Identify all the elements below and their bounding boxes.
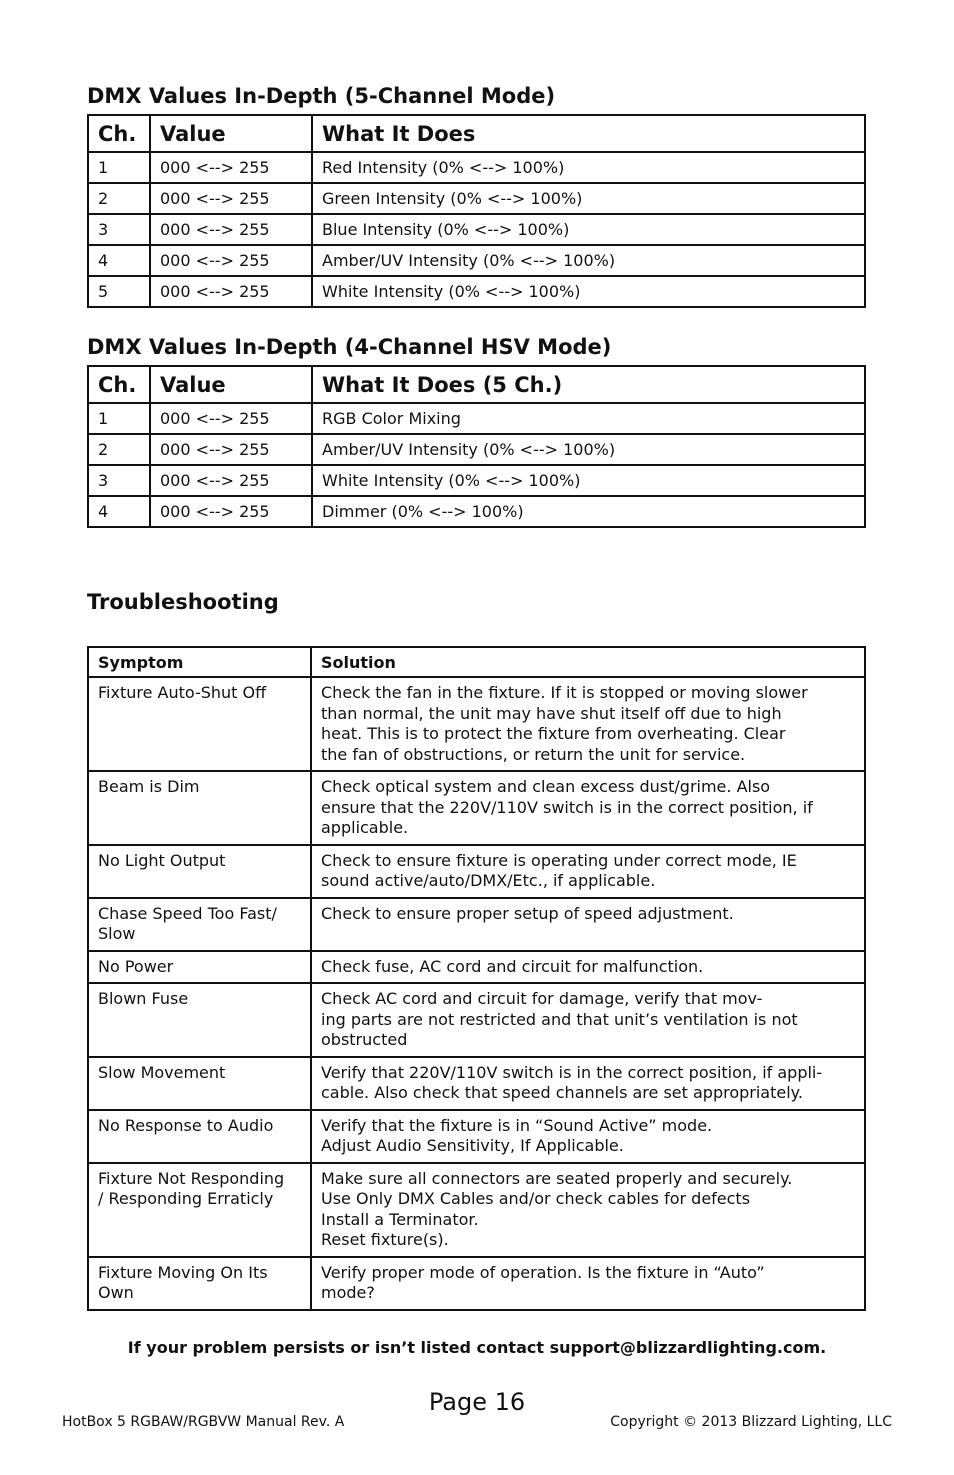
symptom-line: No Light Output bbox=[98, 850, 226, 870]
function-cell: Amber/UV Intensity (0% <--> 100%) bbox=[312, 434, 865, 465]
solution-line: cable. Also check that speed channels are set appropriately. bbox=[321, 1083, 803, 1102]
function-cell: Amber/UV Intensity (0% <--> 100%) bbox=[312, 245, 865, 276]
table-row bbox=[88, 771, 865, 845]
table-row bbox=[88, 845, 865, 898]
symptom-line: / Responding Erraticly bbox=[98, 1189, 274, 1208]
solution-line: heat. This is to protect the fixture from overheating. Clear bbox=[321, 724, 786, 743]
solution-line: Make sure all connectors are seated properly and securely. bbox=[321, 1168, 793, 1188]
table-row bbox=[88, 276, 865, 307]
symptom-line: No Power bbox=[98, 956, 174, 976]
symptom-line: Blown Fuse bbox=[98, 989, 189, 1008]
table-row bbox=[88, 1163, 865, 1257]
function-cell: Dimmer (0% <--> 100%) bbox=[312, 496, 865, 527]
value-cell: 000 <--> 255 bbox=[150, 152, 312, 183]
table-row bbox=[88, 496, 865, 527]
table-row bbox=[88, 677, 865, 771]
solution-line: Install a Terminator. bbox=[321, 1209, 479, 1229]
value-cell: 000 <--> 255 bbox=[150, 434, 312, 465]
table-row bbox=[88, 1057, 865, 1110]
column-header: Symptom bbox=[88, 647, 311, 677]
symptom-cell bbox=[88, 951, 311, 984]
support-contact-note: If your problem persists or isn’t listed contact support@blizzardlighting.com. bbox=[127, 1338, 827, 1357]
channel-cell: 4 bbox=[88, 245, 150, 276]
function-cell: RGB Color Mixing bbox=[312, 403, 865, 434]
column-header: Solution bbox=[311, 647, 865, 677]
symptom-line: Fixture Auto-Shut Off bbox=[98, 683, 267, 702]
column-header: Value bbox=[150, 366, 312, 403]
solution-line: than normal, the unit may have shut itself off due to high bbox=[321, 703, 782, 723]
solution-cell bbox=[311, 771, 865, 845]
solution-cell bbox=[311, 898, 865, 951]
table-header-row bbox=[88, 647, 865, 677]
solution-line: mode? bbox=[321, 1283, 375, 1302]
value-cell: 000 <--> 255 bbox=[150, 465, 312, 496]
solution-cell bbox=[311, 845, 865, 898]
function-cell: Red Intensity (0% <--> 100%) bbox=[312, 152, 865, 183]
table-row bbox=[88, 465, 865, 496]
value-cell: 000 <--> 255 bbox=[150, 214, 312, 245]
table-header-row bbox=[88, 366, 865, 403]
solution-line: the fan of obstructions, or return the unit for service. bbox=[321, 744, 746, 764]
solution-cell bbox=[311, 1257, 865, 1310]
table-row bbox=[88, 898, 865, 951]
table-row bbox=[88, 951, 865, 984]
function-cell: White Intensity (0% <--> 100%) bbox=[312, 465, 865, 496]
symptom-line: Beam is Dim bbox=[98, 777, 200, 796]
solution-line: obstructed bbox=[321, 1030, 408, 1049]
dmx-5ch-title: DMX Values In-Depth (5-Channel Mode) bbox=[87, 84, 556, 108]
symptom-line: Chase Speed Too Fast/ bbox=[98, 903, 277, 923]
solution-line: Reset fixture(s). bbox=[321, 1230, 449, 1249]
solution-cell bbox=[311, 951, 865, 984]
symptom-line: No Response to Audio bbox=[98, 1115, 274, 1135]
table-row bbox=[88, 214, 865, 245]
symptom-line: Slow Movement bbox=[98, 1062, 226, 1082]
function-cell: Blue Intensity (0% <--> 100%) bbox=[312, 214, 865, 245]
column-header: What It Does bbox=[312, 115, 865, 152]
solution-line: Check optical system and clean excess dust/grime. Also bbox=[321, 777, 771, 796]
symptom-line: Fixture Moving On Its bbox=[98, 1262, 268, 1282]
solution-cell bbox=[311, 1057, 865, 1110]
table-row bbox=[88, 403, 865, 434]
column-header: Ch. bbox=[88, 366, 150, 403]
solution-line: Verify proper mode of operation. Is the fixture in “Auto” bbox=[321, 1262, 765, 1282]
solution-line: Check fuse, AC cord and circuit for malfunction. bbox=[321, 956, 704, 976]
channel-cell: 3 bbox=[88, 214, 150, 245]
page-number: Page 16 bbox=[428, 1388, 526, 1416]
solution-line: Use Only DMX Cables and/or check cables for defects bbox=[321, 1189, 751, 1208]
solution-line: Adjust Audio Sensitivity, If Applicable. bbox=[321, 1136, 624, 1155]
solution-cell bbox=[311, 1110, 865, 1163]
symptom-line: Own bbox=[98, 1283, 134, 1302]
solution-line: Check AC cord and circuit for damage, verify that mov- bbox=[321, 989, 763, 1008]
symptom-cell bbox=[88, 1057, 311, 1110]
channel-cell: 4 bbox=[88, 496, 150, 527]
symptom-cell bbox=[88, 1163, 311, 1257]
copyright-notice: Copyright © 2013 Blizzard Lighting, LLC bbox=[610, 1414, 892, 1430]
solution-line: Verify that 220V/110V switch is in the correct position, if appli- bbox=[321, 1062, 823, 1082]
troubleshooting-title: Troubleshooting bbox=[87, 590, 279, 614]
symptom-cell bbox=[88, 983, 311, 1057]
symptom-cell bbox=[88, 1110, 311, 1163]
solution-line: Check to ensure proper setup of speed adjustment. bbox=[321, 903, 734, 923]
symptom-cell bbox=[88, 1257, 311, 1310]
column-header: Ch. bbox=[88, 115, 150, 152]
symptom-line: Slow bbox=[98, 924, 136, 943]
channel-cell: 1 bbox=[88, 403, 150, 434]
table-row bbox=[88, 983, 865, 1057]
table-row bbox=[88, 1257, 865, 1310]
table-row bbox=[88, 183, 865, 214]
solution-line: Verify that the fixture is in “Sound Active” mode. bbox=[321, 1115, 713, 1135]
manual-revision: HotBox 5 RGBAW/RGBVW Manual Rev. A bbox=[62, 1414, 345, 1430]
solution-line: sound active/auto/DMX/Etc., if applicable. bbox=[321, 871, 656, 890]
solution-cell bbox=[311, 983, 865, 1057]
dmx-4ch-title: DMX Values In-Depth (4-Channel HSV Mode) bbox=[87, 335, 612, 359]
channel-cell: 3 bbox=[88, 465, 150, 496]
channel-cell: 2 bbox=[88, 183, 150, 214]
solution-line: Check the fan in the fixture. If it is stopped or moving slower bbox=[321, 683, 808, 702]
symptom-cell bbox=[88, 898, 311, 951]
solution-cell bbox=[311, 677, 865, 771]
value-cell: 000 <--> 255 bbox=[150, 245, 312, 276]
symptom-cell bbox=[88, 677, 311, 771]
solution-line: applicable. bbox=[321, 818, 409, 837]
symptom-line: Fixture Not Responding bbox=[98, 1168, 285, 1188]
solution-line: ing parts are not restricted and that unit’s ventilation is not bbox=[321, 1009, 798, 1029]
symptom-cell bbox=[88, 771, 311, 845]
troubleshooting-table bbox=[87, 646, 866, 1311]
value-cell: 000 <--> 255 bbox=[150, 496, 312, 527]
channel-cell: 1 bbox=[88, 152, 150, 183]
value-cell: 000 <--> 255 bbox=[150, 403, 312, 434]
column-header: Value bbox=[150, 115, 312, 152]
table-row bbox=[88, 1110, 865, 1163]
function-cell: White Intensity (0% <--> 100%) bbox=[312, 276, 865, 307]
symptom-cell bbox=[88, 845, 311, 898]
channel-cell: 2 bbox=[88, 434, 150, 465]
dmx-4ch-table bbox=[87, 365, 866, 528]
table-row bbox=[88, 152, 865, 183]
value-cell: 000 <--> 255 bbox=[150, 183, 312, 214]
table-row bbox=[88, 245, 865, 276]
table-row bbox=[88, 434, 865, 465]
dmx-5ch-table bbox=[87, 114, 866, 308]
solution-line: Check to ensure fixture is operating under correct mode, IE bbox=[321, 850, 797, 870]
solution-line: ensure that the 220V/110V switch is in the correct position, if bbox=[321, 797, 813, 817]
function-cell: Green Intensity (0% <--> 100%) bbox=[312, 183, 865, 214]
value-cell: 000 <--> 255 bbox=[150, 276, 312, 307]
solution-cell bbox=[311, 1163, 865, 1257]
channel-cell: 5 bbox=[88, 276, 150, 307]
column-header: What It Does (5 Ch.) bbox=[312, 366, 865, 403]
table-header-row bbox=[88, 115, 865, 152]
